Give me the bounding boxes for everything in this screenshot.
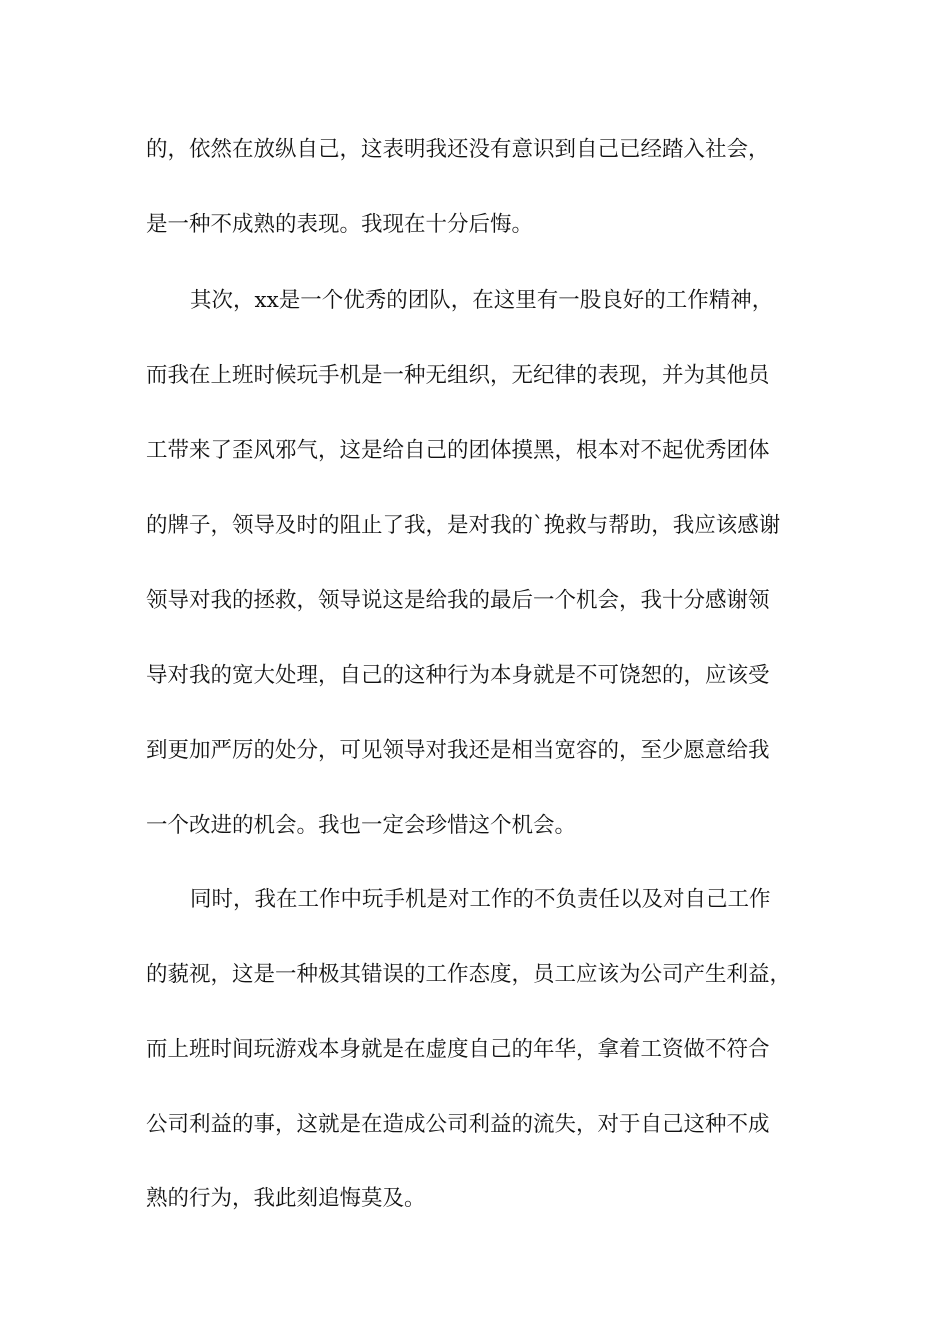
text-line: 领导对我的拯救，领导说这是给我的最后一个机会，我十分感谢领 (146, 588, 770, 613)
text-line: 一个改进的机会。我也一定会珍惜这个机会。 (146, 813, 577, 838)
text-line: 的，依然在放纵自己，这表明我还没有意识到自己已经踏入社会， (146, 137, 770, 162)
paragraph-start-line: 其次，xx是一个优秀的团队，在这里有一股良好的工作精神， (190, 288, 774, 313)
text-line: 的牌子，领导及时的阻止了我，是对我的`挽救与帮助，我应该感谢 (146, 513, 781, 538)
text-line: 熟的行为，我此刻追悔莫及。 (146, 1186, 426, 1211)
paragraph-start-line: 同时，我在工作中玩手机是对工作的不负责任以及对自己工作 (190, 887, 771, 912)
text-line: 工带来了歪风邪气，这是给自己的团体摸黑，根本对不起优秀团体 (146, 438, 770, 463)
text-line: 导对我的宽大处理，自己的这种行为本身就是不可饶恕的，应该受 (146, 663, 770, 688)
text-line: 的藐视，这是一种极其错误的工作态度，员工应该为公司产生利益， (146, 962, 792, 987)
text-line: 到更加严厉的处分，可见领导对我还是相当宽容的，至少愿意给我 (146, 738, 770, 763)
text-line: 而我在上班时候玩手机是一种无组织，无纪律的表现，并为其他员 (146, 363, 770, 388)
text-line: 公司利益的事，这就是在造成公司利益的流失，对于自己这种不成 (146, 1112, 770, 1137)
text-line: 而上班时间玩游戏本身就是在虚度自己的年华，拿着工资做不符合 (146, 1037, 770, 1062)
text-line: 是一种不成熟的表现。我现在十分后悔。 (146, 212, 534, 237)
